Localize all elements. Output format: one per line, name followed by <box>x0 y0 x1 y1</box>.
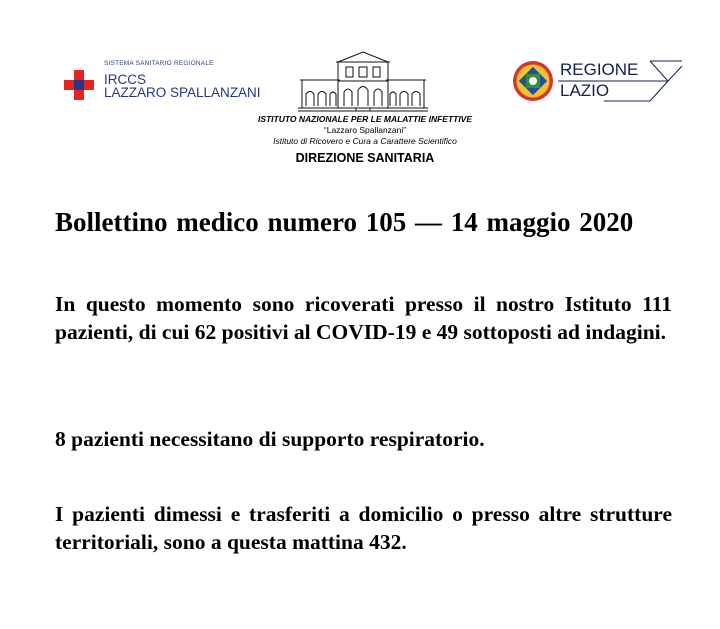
spallanzani-logo <box>62 56 262 104</box>
respiratory-support-paragraph: 8 pazienti necessitano di supporto respiratorio. <box>55 427 485 451</box>
institute-name: ISTITUTO NAZIONALE PER LE MALATTIE INFETTIVE <box>257 114 473 124</box>
spallanzani-label: LAZZARO SPALLANZANI <box>104 85 261 100</box>
regione-label: REGIONE <box>560 60 639 79</box>
lazio-label: LAZIO <box>560 81 610 100</box>
sistema-sanitario-label: SISTEMA SANITARIO REGIONALE <box>104 60 214 67</box>
discharged-paragraph: I pazienti dimessi e trasferiti a domicilio o presso altre strutture territoriali, sono a questa mattina 432. <box>55 502 672 554</box>
institute-subname: “Lazzaro Spallanzani” <box>323 125 407 135</box>
bulletin-title: Bollettino medico numero 105 — 14 maggio 2020 <box>55 207 634 237</box>
hospitalized-paragraph: In questo momento sono ricoverati presso il nostro Istituto 111 pazienti, di cui 62 positivi al COVID-19 e 49 sottoposti ad indagini. <box>55 292 672 344</box>
department-title: DIREZIONE SANITARIA <box>295 151 435 165</box>
institute-building-icon <box>296 48 430 114</box>
letterhead <box>0 0 720 185</box>
regione-lazio-emblem-icon <box>512 60 554 102</box>
red-cross-icon <box>64 70 94 100</box>
irccs-label: IRCCS <box>104 72 147 87</box>
institute-type: Istituto di Ricovero e Cura a Carattere Scientifico <box>273 136 457 146</box>
institute-block <box>180 114 550 165</box>
regione-lazio-logo <box>512 58 682 104</box>
